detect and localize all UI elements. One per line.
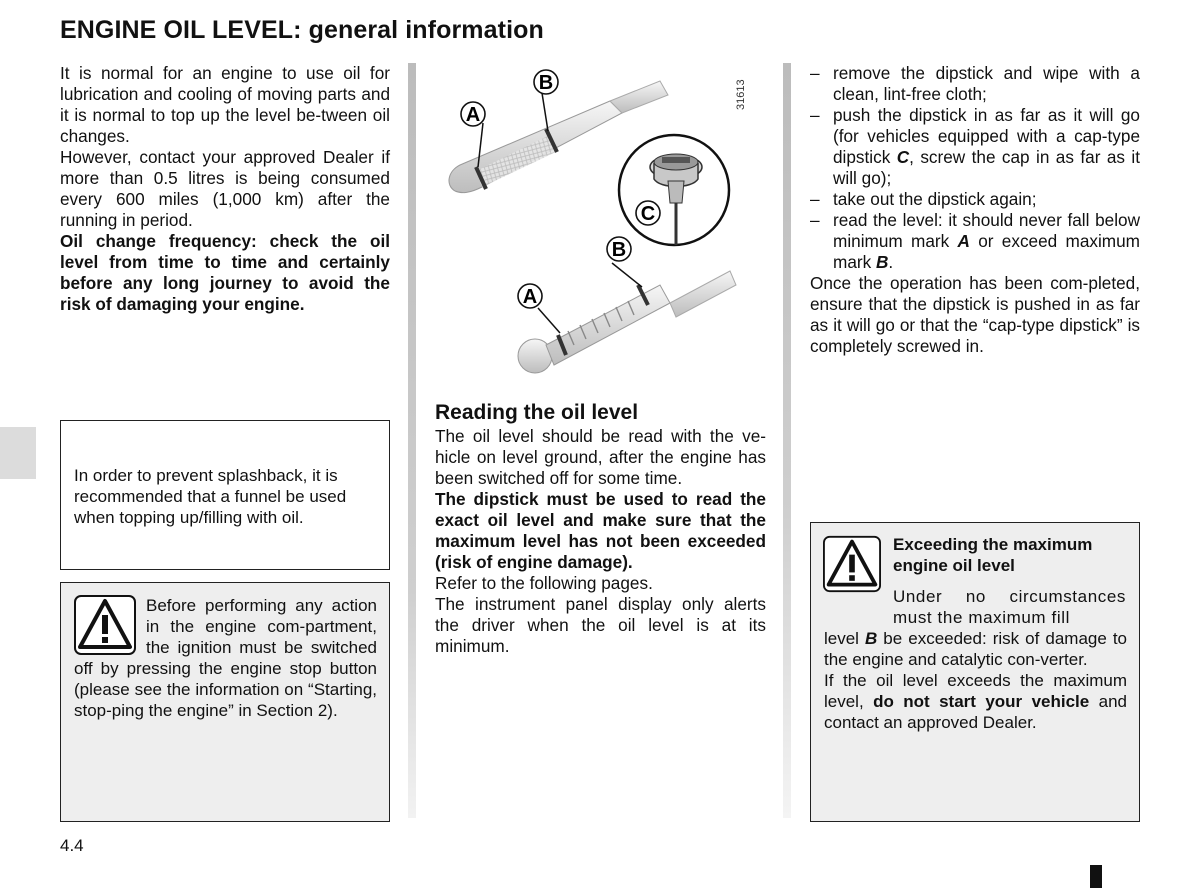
warning-triangle-icon	[74, 595, 136, 655]
info-box-text: In order to prevent splashback, it is recommended that a funnel be used when topping up/filling with oil.	[74, 466, 347, 527]
label-c: C	[640, 203, 656, 225]
info-box	[60, 420, 390, 570]
figure-reference-number: 31613	[735, 79, 747, 110]
cap-dipstick-detail	[619, 135, 729, 245]
label-a-upper: A	[465, 104, 481, 126]
label-b-upper: B	[538, 72, 554, 94]
warning-max-heading: Exceeding the maximum engine oil level	[893, 535, 1093, 575]
step-1: – remove the dipstick and wipe with a clean, lint-free cloth;	[810, 63, 1140, 104]
completion-note: Once the operation has been com-pleted, ensure that the dipstick is pushed in as far as it will go or that the “cap-type dipstick” is completely screwed in.	[810, 273, 1140, 356]
step-4: – read the level: it should never fall below minimum mark A or exceed maximum mark B.	[810, 210, 1141, 272]
reading-para-3: Refer to the following pages.	[435, 573, 653, 593]
reading-para-2: The dipstick must be used to read the exact oil level and make sure that the maximum level has not been exceeded (risk of engine damage).	[435, 489, 766, 572]
reading-section	[435, 400, 766, 657]
dipstick-steps	[810, 63, 1140, 357]
column-divider-right	[783, 63, 791, 818]
intro-text	[60, 63, 390, 315]
warning-max-body: level B be exceeded: risk of damage to the engine and catalytic con-verter. If the oil level exceeds the maximum level, do not start your vehicle and contact an approved Dealer.	[824, 629, 1128, 732]
step-2: – push the dipstick in as far as it will go (for vehicles equipped with a cap-type dipstick C, screw the cap in as far as it will go);	[810, 105, 1140, 188]
page-edge-mark	[1090, 865, 1102, 888]
intro-para-1: It is normal for an engine to use oil for lubrication and cooling of moving parts and it is normal to top up the level be-tween oil changes.	[60, 63, 390, 146]
step-3: – take out the dipstick again;	[810, 189, 1037, 209]
warning-box-ignition	[60, 582, 390, 822]
intro-para-2: However, contact your approved Dealer if more than 0.5 litres is being consumed every 600 miles (1,000 km) after the running in period.	[60, 147, 390, 230]
column-divider-left	[408, 63, 416, 818]
label-a-lower: A	[522, 286, 538, 308]
label-b-lower: B	[611, 239, 627, 261]
page-title: ENGINE OIL LEVEL: general information	[60, 16, 544, 44]
reading-heading: Reading the oil level	[435, 401, 639, 424]
page-number: 4.4	[60, 836, 84, 855]
warning-ignition-text: Before performing any action in the engine com-partment, the ignition must be switched off by pressing the engine stop button (please see the information on “Starting, stop-ping the engine” in Section 2).	[74, 596, 377, 720]
section-tab	[0, 427, 36, 479]
reading-para-4: The instrument panel display only alerts the driver when the oil level is at its minimum.	[435, 594, 766, 656]
warning-max-line1: Under no circumstances must the maximum fill	[893, 587, 1126, 627]
oil-change-frequency: Oil change frequency: check the oil level from time to time and certainly before any long journey to avoid the risk of damaging your engine.	[60, 231, 390, 314]
warning-triangle-icon	[823, 535, 881, 593]
dipstick-illustration	[430, 63, 775, 393]
reading-para-1: The oil level should be read with the ve-hicle on level ground, after the engine has been switched off for some time.	[435, 426, 766, 488]
warning-box-max-level	[810, 522, 1140, 822]
